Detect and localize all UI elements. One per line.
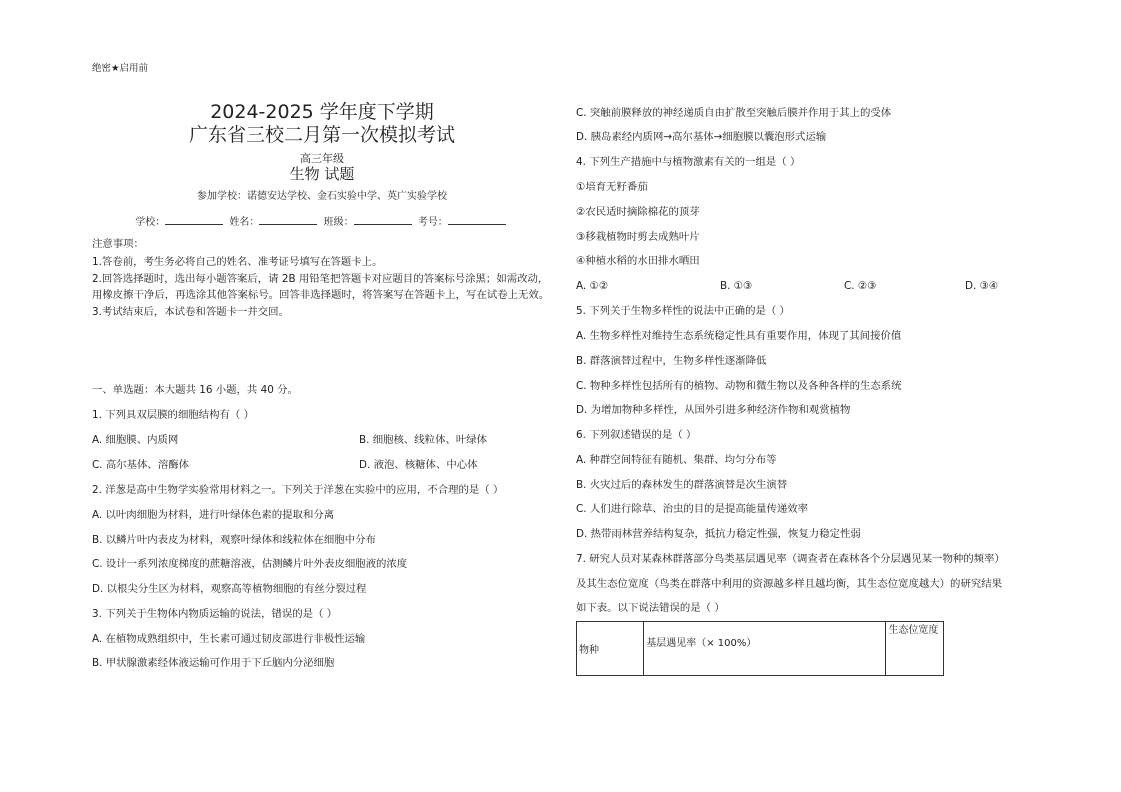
q2-stem: 2. 洋葱是高中生物学实验常用材料之一。下列关于洋葱在实验中的应用，不合理的是（ ） (92, 484, 504, 496)
title-year: 2024-2025 学年度下学期 (210, 101, 434, 123)
q7-stem-line: 如下表。以下说法错误的是（ ） (576, 602, 725, 614)
name-blank[interactable] (259, 214, 317, 225)
q2-option-c[interactable]: C. 设计一系列浓度梯度的蔗糖溶液，估测鳞片叶外表皮细胞液的浓度 (92, 558, 408, 570)
q5-stem: 5. 下列关于生物多样性的说法中正确的是（ ） (576, 305, 790, 317)
secret-label: 绝密★启用前 (92, 63, 149, 74)
q4-option-b[interactable]: B. ①③ (720, 280, 753, 292)
class-field-label: 班级： (323, 217, 354, 228)
q6-stem: 6. 下列叙述错误的是（ ） (576, 429, 697, 441)
q5-option-b[interactable]: B. 群落演替过程中，生物多样性逐渐降低 (576, 355, 767, 367)
q4-item: ①培育无籽番茄 (576, 181, 648, 193)
note-item: 1.答卷前，考生务必将自己的姓名、准考证号填写在答题卡上。 (92, 256, 383, 268)
q1-option-a[interactable]: A. 细胞膜、内质网 (92, 434, 179, 446)
q5-option-c[interactable]: C. 物种多样性包括所有的植物、动物和微生物以及各种各样的生态系统 (576, 380, 902, 392)
q6-option-b[interactable]: B. 火灾过后的森林发生的群落演替是次生演替 (576, 479, 788, 491)
q4-item: ②农民适时摘除棉花的顶芽 (576, 206, 700, 218)
q2-option-b[interactable]: B. 以鳞片叶内表皮为材料，观察叶绿体和线粒体在细胞中分布 (92, 534, 376, 546)
table-row (577, 622, 944, 676)
q4-item: ③移栽植物时剪去成熟叶片 (576, 231, 700, 243)
q5-option-d[interactable]: D. 为增加物种多样性，从国外引进多种经济作物和观赏植物 (576, 404, 851, 416)
q4-option-c[interactable]: C. ②③ (844, 280, 877, 292)
q3-option-a[interactable]: A. 在植物成熟组织中，生长素可通过韧皮部进行非极性运输 (92, 633, 366, 645)
q3-option-c[interactable]: C. 突触前膜释放的神经递质自由扩散至突触后膜并作用于其上的受体 (576, 107, 892, 119)
q4-option-a[interactable]: A. ①② (576, 280, 609, 292)
q5-option-a[interactable]: A. 生物多样性对维持生态系统稳定性具有重要作用，体现了其间接价值 (576, 330, 902, 342)
q7-stem-line: 7. 研究人员对某森林群落部分鸟类基层遇见率（调查者在森林各个分层遇见某一物种的频率） (576, 553, 1005, 565)
school-field-label: 学校： (135, 217, 166, 228)
q4-stem: 4. 下列生产措施中与植物激素有关的一组是（ ） (576, 156, 801, 168)
q6-option-a[interactable]: A. 种群空间特征有随机、集群、均匀分布等 (576, 454, 777, 466)
q4-option-d[interactable]: D. ③④ (965, 280, 999, 292)
q3-option-b[interactable]: B. 甲状腺激素经体液运输可作用于下丘脑内分泌细胞 (92, 657, 335, 669)
grade-label: 高三年级 (300, 152, 344, 165)
exam-number-field-label: 考号： (417, 217, 448, 228)
q1-option-d[interactable]: D. 液泡、核糖体、中心体 (359, 459, 478, 471)
schools-line: 参加学校：诺德安达学校、金石实验中学、英广实验学校 (197, 191, 447, 202)
school-blank[interactable] (165, 214, 223, 225)
table-header-encounter-rate: 基层遇见率（× 100%） (644, 622, 886, 676)
student-info-line (92, 213, 552, 228)
class-blank[interactable] (354, 214, 412, 225)
q1-stem: 1. 下列具双层膜的细胞结构有（ ） (92, 409, 254, 421)
q1-option-c[interactable]: C. 高尔基体、溶酶体 (92, 459, 189, 471)
notes-title: 注意事项： (92, 238, 144, 250)
section-title: 一、单选题：本大题共 16 小题，共 40 分。 (92, 384, 298, 396)
subject-title: 生物 试题 (289, 165, 355, 183)
note-item: 3.考试结束后，本试卷和答题卡一并交回。 (92, 305, 289, 318)
q4-item: ④种植水稻的水田排水晒田 (576, 255, 700, 267)
name-field-label: 姓名： (229, 217, 260, 228)
q1-option-b[interactable]: B. 细胞核、线粒体、叶绿体 (359, 434, 488, 446)
q3-stem: 3. 下列关于生物体内物质运输的说法，错误的是（ ） (92, 608, 338, 620)
q6-option-d[interactable]: D. 热带雨林营养结构复杂，抵抗力稳定性强，恢复力稳定性弱 (576, 528, 861, 540)
q6-option-c[interactable]: C. 人们进行除草、治虫的目的是提高能量传递效率 (576, 503, 809, 515)
q7-data-table (576, 621, 944, 676)
q3-option-d[interactable]: D. 胰岛素经内质网→高尔基体→细胞膜以囊泡形式运输 (576, 131, 827, 143)
q2-option-a[interactable]: A. 以叶肉细胞为材料，进行叶绿体色素的提取和分离 (92, 509, 335, 521)
exam-number-blank[interactable] (448, 214, 506, 225)
q2-option-d[interactable]: D. 以根尖分生区为材料，观察高等植物细胞的有丝分裂过程 (92, 583, 367, 595)
table-header-niche-width: 生态位宽度 (886, 622, 944, 676)
notes-list (92, 254, 550, 320)
title-exam: 广东省三校二月第一次模拟考试 (188, 124, 455, 146)
q7-stem-line: 及其生态位宽度（鸟类在群落中利用的资源越多样且越均衡，其生态位宽度越大）的研究结果 (576, 578, 1003, 590)
note-item: 2.回答选择题时，选出每小题答案后，请 2B 用铅笔把答题卡对应题目的答案标号涂黑；如需改动，用橡皮擦干净后，再选涂其他答案标号。回答非选择题时，将答案写在答题卡上，写在试卷上无效。 (92, 272, 550, 302)
table-header-species: 物种 (577, 622, 644, 676)
